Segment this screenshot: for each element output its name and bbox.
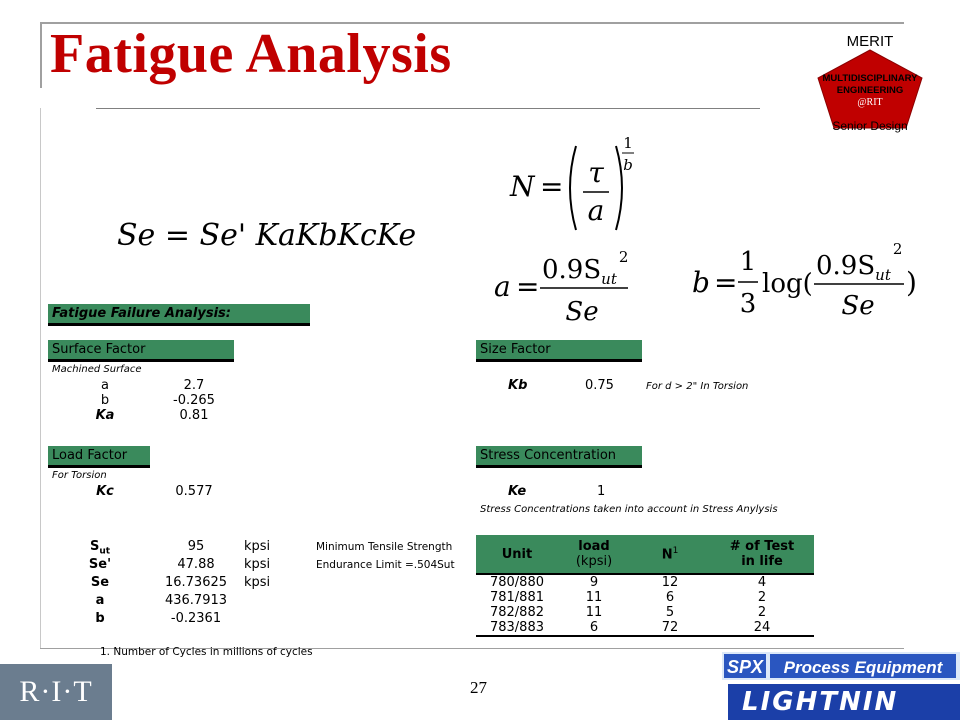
load-factor-note: For Torsion: [52, 470, 107, 481]
stress-concentration-header: Stress Concentration: [476, 446, 642, 468]
property-row: [48, 610, 478, 628]
fatigue-analysis-header: Fatigue Failure Analysis:: [48, 304, 310, 326]
equation-b-frac-den: 3: [739, 289, 757, 319]
equation-n-exp-num: 1: [623, 134, 633, 152]
results-cell-n: 6: [665, 590, 675, 605]
merit-logo-line3: @RIT: [857, 97, 883, 108]
title-underline: [96, 108, 760, 109]
merit-logo-line2: ENGINEERING: [836, 85, 904, 96]
surface-factor-rows: [48, 378, 248, 423]
results-cell-unit: 782/882: [489, 605, 544, 620]
property-value: 436.7913: [164, 593, 228, 608]
property-description: Minimum Tensile Strength: [316, 541, 453, 553]
slide-left-rule: [40, 108, 41, 648]
equation-n-exp-den: b: [623, 156, 633, 174]
surface-row: [48, 393, 248, 408]
load-factor-value: 0.577: [175, 484, 213, 499]
property-label: $S_{ut}$: [89, 539, 111, 557]
equation-se-rhs: Se' KaKbKcKe: [199, 218, 417, 253]
footnote: 1. Number of Cycles in millions of cycles: [100, 646, 313, 658]
property-label: a: [95, 593, 105, 608]
equation-n-den: a: [587, 194, 605, 227]
property-label: b: [95, 611, 105, 626]
material-properties: [48, 538, 478, 628]
results-header-row: [476, 535, 814, 574]
results-cell-load: 6: [589, 620, 599, 635]
svg-text:0.9Sut2: [542, 248, 628, 288]
results-col-tests: # of Test in life: [710, 535, 814, 574]
lightnin-logo: LIGHTNIN: [728, 684, 960, 720]
slide-title: Fatigue Analysis: [50, 23, 452, 85]
results-cell-unit: 781/881: [489, 590, 544, 605]
equation-a-sup: 2: [618, 248, 629, 266]
merit-logo: [800, 26, 940, 138]
property-description: Endurance Limit =.504Sut: [316, 559, 455, 571]
load-factor-label: Kc: [96, 484, 114, 499]
surface-row-value: -0.265: [173, 393, 215, 408]
surface-row-label: b: [100, 393, 110, 408]
equation-n: [506, 132, 646, 234]
svg-text:=: =: [540, 170, 564, 203]
property-row: [48, 574, 478, 592]
results-cell-tests: 2: [757, 605, 767, 620]
equation-a-sub: ut: [601, 270, 617, 288]
spx-process-equipment-logo: [722, 652, 960, 680]
results-cell-n: 12: [661, 575, 679, 590]
spx-text: SPX: [726, 657, 764, 677]
property-unit: kpsi: [244, 575, 271, 590]
property-value: 95: [187, 539, 205, 554]
equation-a: [490, 244, 638, 328]
results-col-load: load (kpsi): [558, 535, 630, 574]
equation-a-lhs: a: [494, 270, 511, 303]
property-row: [48, 538, 478, 556]
surface-row-label: a: [101, 378, 109, 393]
results-cell-load: 11: [585, 590, 603, 605]
slide-frame-left: [40, 22, 42, 88]
equation-b-sup: 2: [892, 240, 903, 258]
svg-text:=: =: [714, 266, 738, 299]
results-cell-load: 9: [589, 575, 599, 590]
property-unit: kpsi: [244, 539, 271, 554]
results-row: [476, 605, 814, 620]
results-cell-unit: 783/883: [489, 620, 544, 635]
surface-row: [48, 408, 248, 423]
results-table: [476, 535, 814, 637]
equation-se: Se = Se' KaKbKcKe: [117, 218, 417, 253]
size-factor-header: Size Factor: [476, 340, 642, 362]
surface-row-value: 2.7: [183, 378, 205, 393]
size-factor-value: 0.75: [585, 378, 614, 393]
stress-concentration-note: Stress Concentrations taken into account in Stress Anylysis: [480, 504, 778, 515]
stress-concentration-value: 1: [597, 484, 606, 499]
equation-b-den: Se: [841, 291, 875, 321]
surface-row-value: 0.81: [179, 408, 209, 423]
property-value: -0.2361: [170, 611, 222, 626]
results-cell-load: 11: [585, 605, 603, 620]
equation-n-lhs: N: [510, 170, 535, 203]
results-cell-tests: 24: [753, 620, 771, 635]
equation-b-num: 0.9S: [816, 251, 876, 281]
equation-b-close: ): [906, 266, 917, 299]
surface-factor-header: Surface Factor: [48, 340, 234, 362]
load-factor-header: Load Factor: [48, 446, 150, 468]
results-row: [476, 574, 814, 590]
size-factor-note: For d > 2" In Torsion: [646, 381, 749, 392]
surface-row: [48, 378, 248, 393]
property-value: 47.88: [177, 557, 215, 572]
property-label: Se': [88, 557, 112, 572]
results-cell-n: 5: [665, 605, 675, 620]
equation-se-lhs: Se: [117, 218, 156, 253]
equation-a-den: Se: [565, 297, 599, 327]
results-cell-unit: 780/880: [489, 575, 544, 590]
equation-a-num: 0.9S: [542, 255, 602, 285]
merit-logo-top: MERIT: [846, 33, 894, 50]
property-value: 16.73625: [164, 575, 228, 590]
stress-concentration-label: Ke: [508, 484, 527, 499]
results-cell-tests: 4: [757, 575, 767, 590]
spx-process-text: Process Equipment: [783, 658, 943, 677]
merit-logo-bottom: Senior Design: [832, 119, 908, 133]
results-cell-tests: 2: [757, 590, 767, 605]
svg-text:=: =: [516, 270, 540, 303]
rit-logo: R·I·T: [0, 664, 112, 720]
property-unit: kpsi: [244, 557, 271, 572]
surface-factor-note: Machined Surface: [52, 364, 142, 375]
equation-b: [690, 236, 922, 328]
equation-n-num: τ: [588, 156, 604, 189]
property-row: [48, 592, 478, 610]
property-label: Se: [90, 575, 110, 590]
surface-row-label: Ka: [95, 408, 115, 423]
property-row: [48, 556, 478, 574]
equation-b-lhs: b: [692, 266, 710, 299]
results-row: [476, 590, 814, 605]
svg-text:0.9Sut2: [816, 240, 902, 284]
equation-b-sub: ut: [875, 266, 891, 284]
equation-b-frac-num: 1: [739, 247, 757, 277]
results-row: [476, 620, 814, 636]
merit-logo-line1: MULTIDISCIPLINARY: [822, 73, 918, 84]
results-cell-n: 72: [661, 620, 679, 635]
size-factor-label: Kb: [508, 378, 528, 393]
equation-b-log: log(: [762, 269, 813, 299]
results-col-n: $N^1$: [630, 535, 710, 574]
page-number: 27: [470, 678, 487, 697]
results-col-unit: Unit: [476, 535, 558, 574]
